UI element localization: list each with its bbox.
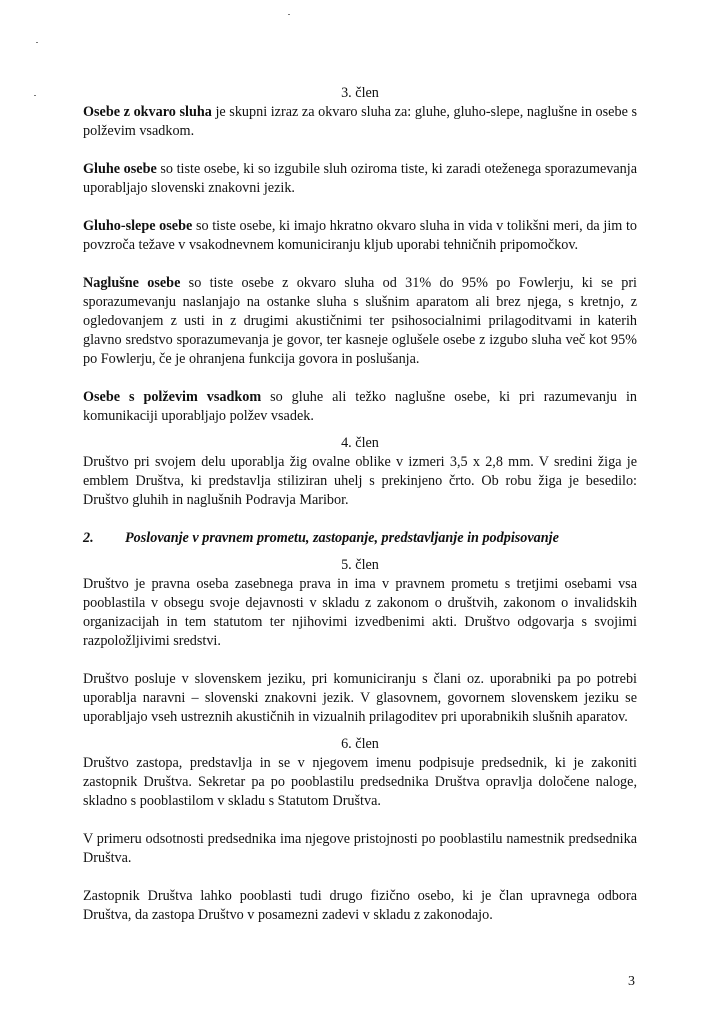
document-body <box>83 84 637 925</box>
article-6-title: 6. člen <box>341 736 379 752</box>
definition-text: je skupni izraz za okvaro sluha za: gluhe, gluho-slepe, naglušne in osebe s polževim vsadkom. <box>83 104 637 139</box>
scan-speck <box>36 42 38 43</box>
article-4-paragraph: Društvo pri svojem delu uporablja žig ovalne oblike v izmeri 3,5 x 2,8 mm. V sredini žiga je emblem Društva, ki predstavlja stiliziran uhelj s prekinjeno črto. Ob robu žiga je besedilo: Društvo gluhih in naglušnih Podravja Maribor. <box>83 454 637 508</box>
article-6-paragraph: Zastopnik Društva lahko pooblasti tudi drugo fizično osebo, ki je član upravnega odbora Društva, da zastopa Društvo v posamezni zadevi v skladu z zakonodajo. <box>83 888 637 923</box>
section-heading <box>83 529 637 548</box>
page-number: 3 <box>628 974 635 989</box>
article-6-paragraph: V primeru odsotnosti predsednika ima njegove pristojnosti po pooblastilu namestnik predsednika Društva. <box>83 831 637 866</box>
article-5-paragraph: Društvo posluje v slovenskem jeziku, pri komuniciranju s člani oz. uporabniki pa po potrebi uporablja naravni – slovenski znakovni jezik. V glasovnem, govornem slovenskem jeziku se uporabljajo vseh ustreznih akustičnih in vizualnih prilagoditev pri uporabnikih slušnih aparatov. <box>83 671 637 725</box>
section-title: Poslovanje v pravnem prometu, zastopanje, predstavljanje in podpisovanje <box>125 530 559 546</box>
article-3-paragraph <box>83 103 637 141</box>
definition-term: Gluho-slepe osebe <box>83 218 193 234</box>
article-3-paragraph <box>83 217 637 255</box>
definition-term: Naglušne osebe <box>83 275 181 291</box>
article-3-paragraph <box>83 160 637 198</box>
definition-text: so tiste osebe z okvaro sluha od 31% do 95% po Fowlerju, ki se pri sporazumevanju naslanjajo na ostanke sluha s slušnim aparatom ali brez njega, s kretnjo, z ogledovanjem z usti in z drugimi akustičnimi ter psihosocialnimi prilagoditvami in katerih glavno sredstvo sporazumevanja je govor, ter kasneje oglušele osebe z izgubo sluha več kot 95% po Fowlerju, če je ohranjena funkcija govora in poslušanja. <box>83 275 637 367</box>
scan-speck <box>288 14 290 15</box>
article-5-paragraph: Društvo je pravna oseba zasebnega prava in ima v pravnem prometu s tretjimi osebami vsa pooblastila v obsegu svoje dejavnosti v skladu z zakonom o društvih, zakonom o invalidskih organizacijah in tem statutom ter njihovimi izvedbenimi akti. Društvo odgovarja s svojimi razpoložljivimi sredstvi. <box>83 576 637 649</box>
definition-term: Osebe z okvaro sluha <box>83 104 212 120</box>
article-6-paragraph: Društvo zastopa, predstavlja in se v njegovem imenu podpisuje predsednik, ki je zakoniti zastopnik Društva. Sekretar pa po pooblastilu predsednika Društva opravlja določene naloge, skladno s pooblastilom v skladu s Statutom Društva. <box>83 755 637 809</box>
article-3-paragraph <box>83 274 637 369</box>
article-3-title: 3. člen <box>341 85 379 101</box>
definition-text: so tiste osebe, ki so izgubile sluh oziroma tiste, ki zaradi oteženega sporazumevanja uporabljajo slovenski znakovni jezik. <box>83 161 638 196</box>
article-5-title: 5. člen <box>341 557 379 573</box>
definition-text: so tiste osebe, ki imajo hkratno okvaro sluha in vida v tolikšni meri, da jim to povzroča težave v vsakodnevnem komuniciranju kljub uporabi tehničnih pripomočkov. <box>83 218 638 253</box>
scan-speck <box>34 95 36 96</box>
definition-term: Gluhe osebe <box>83 161 157 177</box>
article-3-paragraph <box>83 388 637 426</box>
definition-term: Osebe s polževim vsadkom <box>83 389 262 405</box>
article-4-title: 4. člen <box>341 435 379 451</box>
definition-text: so gluhe ali težko naglušne osebe, ki pri razumevanju in komunikaciji uporabljajo polžev vsadek. <box>83 389 638 424</box>
section-number: 2. <box>83 530 94 546</box>
